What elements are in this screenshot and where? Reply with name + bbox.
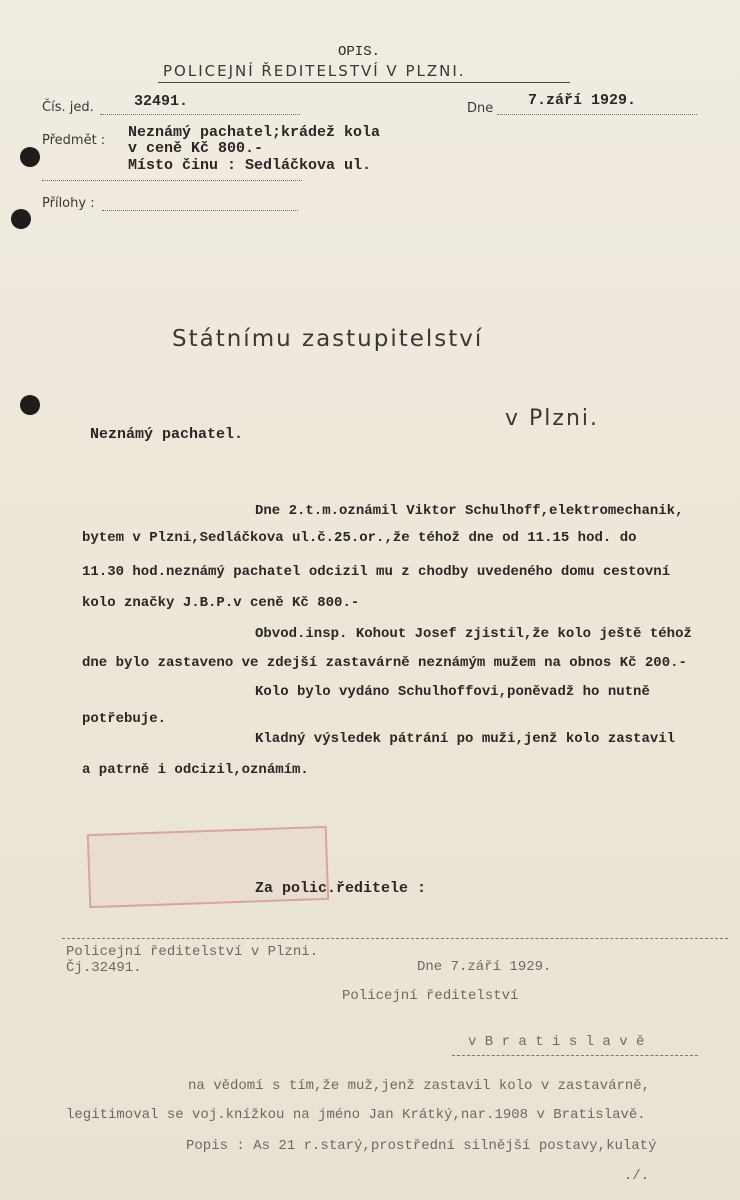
second-cj: Čj.32491.	[66, 960, 142, 976]
cis-jed-label: Čís. jed.	[42, 100, 94, 115]
office-header: POLICEJNÍ ŘEDITELSTVÍ V PLZNI.	[163, 62, 466, 80]
recipient-underline	[452, 1055, 698, 1056]
body-line: Kolo bylo vydáno Schulhoffovi,poněvadž ho nutně	[255, 684, 650, 700]
signature-line: Za polic.ředitele :	[255, 880, 427, 897]
body-line: potřebuje.	[82, 711, 167, 727]
body-line: Dne 2.t.m.oznámil Viktor Schulhoff,elektromechanik,	[255, 503, 684, 519]
addressee-city: v Plzni.	[505, 406, 599, 431]
second-line: legitimoval se voj.knížkou na jméno Jan Krátký,nar.1908 v Bratislavě.	[66, 1107, 646, 1123]
dne-label: Dne	[467, 101, 494, 116]
cis-jed-value: 32491.	[134, 93, 189, 110]
subject-line: Neznámý pachatel.	[90, 426, 244, 443]
second-line: ./.	[624, 1168, 650, 1184]
second-office: Policejní ředitelství v Plzni.	[66, 944, 319, 960]
office-header-rule	[158, 82, 570, 83]
second-date: Dne 7.září 1929.	[417, 959, 552, 975]
body-line: kolo značky J.B.P.v ceně Kč 800.-	[82, 595, 360, 611]
section-divider	[62, 938, 728, 939]
body-line: bytem v Plzni,Sedláčkova ul.č.25.or.,že téhož dne od 11.15 hod. do	[82, 530, 637, 546]
dne-value: 7.září 1929.	[528, 92, 637, 109]
second-recipient-city: v B r a t i s l a v ě	[468, 1034, 645, 1050]
predmet-line	[42, 180, 302, 181]
predmet-line-3: Místo činu : Sedláčkova ul.	[128, 157, 372, 174]
dne-line	[497, 114, 697, 115]
second-line: na vědomí s tím,že muž,jenž zastavil kolo v zastavárně,	[188, 1078, 651, 1094]
body-line: 11.30 hod.neznámý pachatel odcizil mu z chodby uvedeného domu cestovní	[82, 564, 671, 580]
body-line: Kladný výsledek pátrání po muži,jenž kolo zastavil	[255, 731, 676, 747]
punch-hole-top	[20, 147, 40, 167]
copy-mark: OPIS.	[338, 44, 381, 60]
cis-jed-line	[100, 114, 300, 115]
punch-hole-bottom	[20, 395, 40, 415]
body-line: dne bylo zastaveno ve zdejší zastavárně neznámým mužem na obnos Kč 200.-	[82, 655, 687, 671]
predmet-line-1: Neznámý pachatel;krádež kola	[128, 124, 381, 141]
body-line: Obvod.insp. Kohout Josef zjistil,že kolo ještě téhož	[255, 626, 692, 642]
predmet-line-2: v ceně Kč 800.-	[128, 140, 264, 157]
prilohy-line	[102, 210, 298, 211]
prilohy-label: Přílohy :	[42, 196, 95, 211]
addressee-name: Státnímu zastupitelství	[172, 326, 484, 352]
punch-hole-middle	[11, 209, 31, 229]
second-recipient: Policejní ředitelství	[342, 988, 519, 1004]
body-line: a patrně i odcizil,oznámím.	[82, 762, 309, 778]
second-line: Popis : As 21 r.starý,prostřední silnější postavy,kulatý	[186, 1138, 657, 1154]
predmet-label: Předmět :	[42, 133, 106, 148]
